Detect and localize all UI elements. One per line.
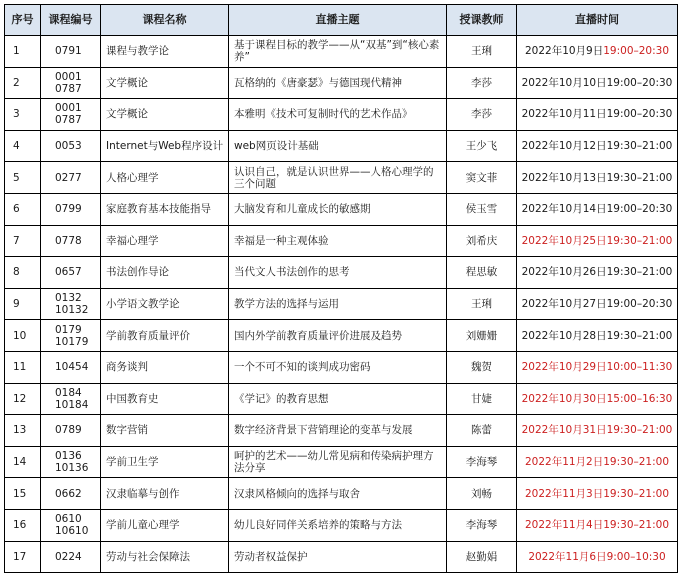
table-body [5, 36, 678, 573]
live-date: 2022年10月10日 [521, 76, 607, 89]
live-time-span: 19:00–20:30 [603, 45, 670, 58]
row-course-name: 汉隶临摹与创作 [101, 478, 229, 510]
row-teacher: 侯玉雪 [447, 193, 517, 225]
row-index: 10 [5, 320, 41, 352]
course-code-value: 0277 [55, 171, 82, 184]
live-date: 2022年11月2日 [524, 456, 604, 469]
row-live-time [517, 193, 678, 225]
header-course-code: 课程编号 [41, 5, 101, 36]
live-time-span: 19:30–21:00 [606, 171, 673, 184]
course-code-value: 10132 [55, 304, 89, 317]
header-live-time: 直播时间 [517, 5, 678, 36]
live-time-span: 19:30–21:00 [606, 266, 673, 279]
row-teacher: 刘畅 [447, 478, 517, 510]
row-index: 9 [5, 288, 41, 320]
row-index: 1 [5, 36, 41, 68]
row-teacher: 刘姗姗 [447, 320, 517, 352]
table-row [5, 446, 678, 478]
row-course-code [41, 383, 101, 415]
row-live-time [517, 162, 678, 194]
live-date: 2022年10月13日 [521, 171, 607, 184]
row-index: 7 [5, 225, 41, 257]
row-live-time [517, 99, 678, 131]
course-code-value: 0001 [55, 102, 82, 115]
row-teacher: 赵勤娟 [447, 541, 517, 573]
course-code-value: 10136 [55, 462, 89, 475]
table-row [5, 130, 678, 162]
row-course-code [41, 320, 101, 352]
row-index: 16 [5, 509, 41, 541]
live-date: 2022年10月12日 [521, 140, 607, 153]
row-live-time [517, 320, 678, 352]
live-time-span: 19:30–21:00 [603, 487, 670, 500]
course-code-value: 0053 [55, 140, 82, 153]
row-course-code [41, 257, 101, 289]
row-course-name: 文学概论 [101, 67, 229, 99]
row-course-code [41, 130, 101, 162]
row-course-code [41, 351, 101, 383]
row-teacher: 程思敏 [447, 257, 517, 289]
row-live-time [517, 130, 678, 162]
row-teacher: 陈蕾 [447, 415, 517, 447]
row-course-name: 学前教育质量评价 [101, 320, 229, 352]
row-live-time [517, 541, 678, 573]
live-time-span: 10:00–11:30 [606, 361, 673, 374]
header-teacher: 授课教师 [447, 5, 517, 36]
row-live-topic: 呵护的艺术——幼儿常见病和传染病护理方法分享 [229, 446, 447, 478]
course-code-value: 0789 [55, 424, 82, 437]
row-live-time [517, 509, 678, 541]
course-code-value: 0224 [55, 550, 82, 563]
live-date: 2022年10月25日 [521, 234, 607, 247]
row-index: 2 [5, 67, 41, 99]
row-live-topic: 数字经济背景下营销理论的变革与发展 [229, 415, 447, 447]
table-row [5, 509, 678, 541]
row-course-name: 学前儿童心理学 [101, 509, 229, 541]
course-code-value: 0179 [55, 323, 82, 336]
table-row [5, 415, 678, 447]
course-code-value: 0791 [55, 45, 82, 58]
live-schedule-table [4, 4, 678, 573]
table-row [5, 36, 678, 68]
course-code-value: 0662 [55, 487, 82, 500]
row-course-name: 学前卫生学 [101, 446, 229, 478]
row-course-name: 数字营销 [101, 415, 229, 447]
row-course-name: 中国教育史 [101, 383, 229, 415]
row-index: 15 [5, 478, 41, 510]
row-live-topic: web网页设计基础 [229, 130, 447, 162]
live-date: 2022年10月11日 [521, 108, 607, 121]
course-code-value: 10184 [55, 398, 89, 411]
row-course-code [41, 478, 101, 510]
table-row [5, 99, 678, 131]
row-course-code [41, 36, 101, 68]
row-course-name: 小学语文教学论 [101, 288, 229, 320]
course-code-value: 10454 [55, 361, 89, 374]
live-date: 2022年10月26日 [521, 266, 607, 279]
row-course-code [41, 509, 101, 541]
live-time-span: 19:00–20:30 [606, 203, 673, 216]
row-live-time [517, 415, 678, 447]
row-teacher: 魏贺 [447, 351, 517, 383]
row-live-topic: 瓦格纳的《唐豪瑟》与德国现代精神 [229, 67, 447, 99]
row-live-topic: 《学记》的教育思想 [229, 383, 447, 415]
course-code-value: 0657 [55, 266, 82, 279]
row-teacher: 甘婕 [447, 383, 517, 415]
row-live-topic: 幼儿良好同伴关系培养的策略与方法 [229, 509, 447, 541]
live-time-span: 19:30–21:00 [603, 519, 670, 532]
table-row [5, 320, 678, 352]
row-course-name: 文学概论 [101, 99, 229, 131]
course-code-value: 0184 [55, 386, 82, 399]
table-row [5, 257, 678, 289]
row-course-code [41, 193, 101, 225]
course-code-value: 10610 [55, 525, 89, 538]
row-course-name: 家庭教育基本技能指导 [101, 193, 229, 225]
row-teacher: 王琍 [447, 36, 517, 68]
row-live-topic: 国内外学前教育质量评价进展及趋势 [229, 320, 447, 352]
row-course-name: 商务谈判 [101, 351, 229, 383]
row-index: 6 [5, 193, 41, 225]
live-time-span: 19:30–21:00 [606, 234, 673, 247]
row-live-topic: 劳动者权益保护 [229, 541, 447, 573]
row-index: 5 [5, 162, 41, 194]
table-row [5, 383, 678, 415]
row-index: 3 [5, 99, 41, 131]
live-date: 2022年10月9日 [524, 45, 604, 58]
live-date: 2022年10月14日 [521, 203, 607, 216]
row-live-topic: 认识自己，就是认识世界——人格心理学的三个问题 [229, 162, 447, 194]
table-row [5, 225, 678, 257]
row-live-time [517, 446, 678, 478]
live-date: 2022年11月4日 [524, 519, 604, 532]
table-row [5, 193, 678, 225]
row-index: 4 [5, 130, 41, 162]
row-teacher: 李莎 [447, 99, 517, 131]
row-course-name: 人格心理学 [101, 162, 229, 194]
course-code-value: 0001 [55, 70, 82, 83]
live-date: 2022年11月6日 [528, 550, 607, 563]
live-date: 2022年10月30日 [521, 392, 607, 405]
course-code-value: 0778 [55, 234, 82, 247]
row-course-name: 课程与教学论 [101, 36, 229, 68]
row-teacher: 李莎 [447, 67, 517, 99]
table-row [5, 351, 678, 383]
course-code-value: 0799 [55, 203, 82, 216]
row-live-time [517, 257, 678, 289]
live-date: 2022年10月28日 [521, 329, 607, 342]
row-live-time [517, 67, 678, 99]
row-live-topic: 当代文人书法创作的思考 [229, 257, 447, 289]
row-live-topic: 教学方法的选择与运用 [229, 288, 447, 320]
row-index: 12 [5, 383, 41, 415]
row-course-code [41, 446, 101, 478]
row-live-time [517, 288, 678, 320]
row-teacher: 王琍 [447, 288, 517, 320]
row-index: 13 [5, 415, 41, 447]
row-live-topic: 大脑发育和儿童成长的敏感期 [229, 193, 447, 225]
row-index: 14 [5, 446, 41, 478]
live-time-span: 15:00–16:30 [606, 392, 673, 405]
course-code-value: 0132 [55, 292, 82, 305]
table-row [5, 288, 678, 320]
header-live-topic: 直播主题 [229, 5, 447, 36]
row-index: 11 [5, 351, 41, 383]
row-live-topic: 基于课程目标的教学——从“双基”到“核心素养” [229, 36, 447, 68]
live-time-span: 19:30–21:00 [606, 424, 673, 437]
table-row [5, 478, 678, 510]
row-course-name: 劳动与社会保障法 [101, 541, 229, 573]
row-index: 17 [5, 541, 41, 573]
course-code-value: 10179 [55, 335, 89, 348]
header-row [5, 5, 678, 36]
live-date: 2022年10月27日 [521, 298, 607, 311]
row-live-time [517, 351, 678, 383]
row-live-time [517, 36, 678, 68]
row-live-topic: 本雅明《技术可复制时代的艺术作品》 [229, 99, 447, 131]
row-course-code [41, 67, 101, 99]
row-live-time [517, 383, 678, 415]
course-code-value: 0610 [55, 513, 82, 526]
row-live-topic: 幸福是一种主观体验 [229, 225, 447, 257]
row-course-code [41, 99, 101, 131]
row-course-code [41, 288, 101, 320]
row-teacher: 刘希庆 [447, 225, 517, 257]
table-row [5, 67, 678, 99]
live-time-span: 19:30–21:00 [606, 329, 673, 342]
course-code-value: 0787 [55, 114, 82, 127]
row-course-name: Internet与Web程序设计 [101, 130, 229, 162]
live-time-span: 19:00–20:30 [606, 298, 673, 311]
course-code-value: 0136 [55, 450, 82, 463]
live-date: 2022年10月31日 [521, 424, 607, 437]
row-teacher: 窦文菲 [447, 162, 517, 194]
live-time-span: 19:30–21:00 [606, 140, 673, 153]
row-course-code [41, 415, 101, 447]
row-live-time [517, 478, 678, 510]
header-index: 序号 [5, 5, 41, 36]
live-time-span: 19:00–20:30 [606, 108, 673, 121]
row-teacher: 王少飞 [447, 130, 517, 162]
row-course-code [41, 541, 101, 573]
row-live-time [517, 225, 678, 257]
row-live-topic: 汉隶风格倾向的选择与取舍 [229, 478, 447, 510]
row-course-name: 书法创作导论 [101, 257, 229, 289]
row-index: 8 [5, 257, 41, 289]
header-course-name: 课程名称 [101, 5, 229, 36]
row-course-code [41, 162, 101, 194]
live-time-span: 19:30–21:00 [603, 456, 670, 469]
row-course-code [41, 225, 101, 257]
course-code-value: 0787 [55, 82, 82, 95]
live-date: 2022年11月3日 [524, 487, 604, 500]
table-row [5, 541, 678, 573]
row-course-name: 幸福心理学 [101, 225, 229, 257]
table-row [5, 162, 678, 194]
row-teacher: 李海琴 [447, 446, 517, 478]
live-date: 2022年10月29日 [521, 361, 607, 374]
live-time-span: 19:00–20:30 [606, 76, 673, 89]
live-time-span: 9:00–10:30 [606, 550, 666, 563]
row-teacher: 李海琴 [447, 509, 517, 541]
row-live-topic: 一个不可不知的谈判成功密码 [229, 351, 447, 383]
